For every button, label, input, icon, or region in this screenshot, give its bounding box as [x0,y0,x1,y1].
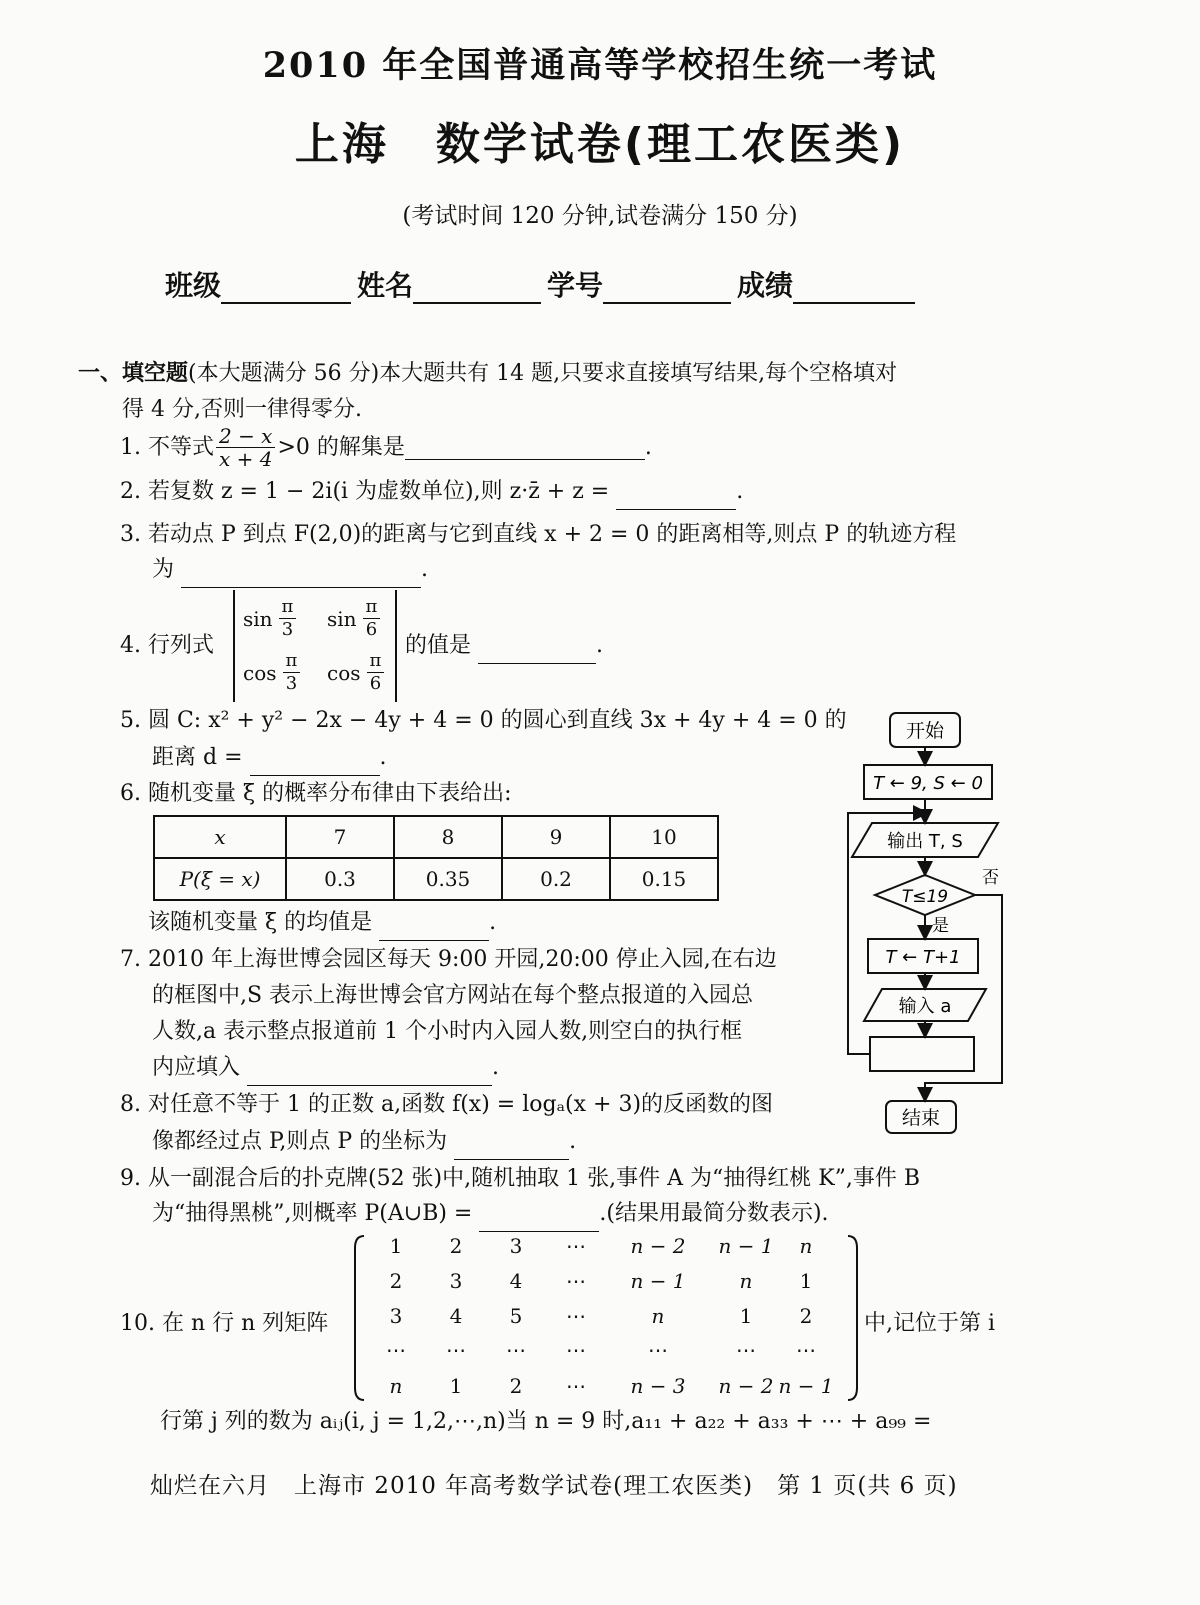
matrix-cell: 5 [509,1304,523,1328]
matrix-grid [366,1234,846,1402]
exam-title: 2010 年全国普通高等学校招生统一考试 [262,45,938,86]
question-1: 1. 不等式 $\frac{2 - x}{x + 4}$ >0 的解集是 . [120,424,652,471]
question-2: 2. 若复数 z = 1 − 2i(i 为虚数单位),则 z·z̄ + z = . [120,474,743,510]
matrix-cell: n − 2 [718,1374,774,1398]
matrix-cell: n − 1 [630,1269,686,1293]
section-1-desc-1: (本大题满分 56 分)本大题共有 14 题,只要求直接填写结果,每个空格填对 [188,361,898,386]
page-footer: 灿烂在六月 上海市 2010 年高考数学试卷(理工农医类) 第 1 页(共 6 页) [150,1473,958,1499]
score-label: 成绩 [737,269,794,302]
flow-blank-box [870,1037,974,1071]
id-blank[interactable] [603,272,731,304]
question-3: 3. 若动点 P 到点 F(2,0)的距离与它到直线 x + 2 = 0 的距离相等,则点 P 的轨迹方程 [120,522,957,547]
matrix-cell: ⋯ [566,1269,586,1293]
section-1-heading: 一、填空题 [78,361,189,386]
section-1-desc-2: 得 4 分,否则一律得零分. [122,397,362,422]
matrix-cell: 3 [389,1304,403,1328]
matrix-cell: n [739,1269,753,1293]
matrix-cell: 2 [509,1374,523,1398]
matrix-cell: 2 [799,1304,813,1328]
exam-info: (考试时间 120 分钟,试卷满分 150 分) [402,203,798,229]
matrix-cell: n [651,1304,665,1328]
matrix-cell: 4 [449,1304,463,1328]
exam-page: 2010 年全国普通高等学校招生统一考试 上海 数学试卷(理工农医类) (考试时间 120 分钟,试卷满分 150 分) 班级 姓名 学号 成绩 一、填空题(本大题满分 56 分)本大题共有 14 题,只要求直接填写结果,每个空格填对 得 4 分,否则一律得零分. 1. 不等式 $\frac{2 - x}{x + 4}$ >0 的解集是 . 2. 若复数 z = 1 − 2i(i 为虚数单位),则 z·z̄ + z = . 3. 若动点 P 到点 F(2,0)的距离与它到直线 x + 2 = 0 的距离相等,则点 P 的轨迹方程 为 . 4. 行列式 sin π 3 sin π 6 cos π 3 cos π 6 的值是 . 5. 圆 C: x² + y² − 2x − 4y + 4 = 0 的圆心到直线 3x + 4y + 4 = 0 的 距离 d = . 6. 随机变量 ξ 的概率分布律由下表给出: x 7 8 9 10 P(ξ = x) 0.3 0.35 0.2 0.15 该随机变量 ξ 的均值是 . 7. 2010 年上海世博会园区每天 9:00 开园,20:00 停止入园,在右边 的框图中,S 表示上海世博会官方网站在每个整点报道的入园总 人数,a 表示整点报道前 1 个小时内入园人数,则空白的执行框 内应填入 . 开始 T ← 9, S ← 0 输出 T, S T≤19 否 是 T ← T+1 输入 a 结束 8. 对任意不等于 1 的正数 a,函数 f(x) = logₐ(x + 3)的反函数的图 像都经过点 P,则点 P 的坐标为 . 9. 从一副混合后的扑克牌(52 张)中,随机抽取 1 张,事件 A 为“抽得红桃 K”,事件 B 为“抽得黑桃”,则概率 P(A∪B) = .(结果用最简分数表示). 10. 在 n 行 n 列矩阵 1 2 3 ⋯ n − 2 n − 1 n 2 3 4 ⋯ n − 1 n 1 3 4 5 ⋯ n 1 2 ⋯ ⋯ ⋯ ⋯ ⋯ ⋯ ⋯ n 1 2 ⋯ n − 3 n − 2 n − 1 中,记位于第 i 行第 j 列的数为 aᵢⱼ(i, j = 1,2,⋯,n)当 n = 9 时,a₁₁ + a₂₂ + a₃₃ + ⋯ + a₉₉ = 灿烂在六月 上海市 2010 年高考数学试卷(理工农医类) 第 1 页(共 6 页) [0,0,1200,1605]
matrix-cell: 1 [389,1234,403,1258]
matrix-cell: n [389,1374,403,1398]
name-label: 姓名 [357,269,414,302]
flow-yes-label: 是 [932,916,949,936]
question-4: 4. 行列式 [120,633,214,658]
flow-output-label: 输出 T, S [887,831,963,852]
class-label: 班级 [165,269,222,302]
exam-subtitle: 上海 数学试卷(理工农医类) [294,119,906,170]
matrix-cell: n [799,1234,813,1258]
q1-text-post: >0 的解集是 [277,434,405,460]
question-5: 5. 圆 C: x² + y² − 2x − 4y + 4 = 0 的圆心到直线 3x + 4y + 4 = 0 的 [120,708,847,733]
q4-answer-blank[interactable] [478,639,596,664]
question-10-post: 中,记位于第 i [864,1311,996,1336]
matrix-cell: n − 1 [718,1234,774,1258]
matrix-cell: ⋯ [736,1338,756,1362]
question-6-cont: 该随机变量 ξ 的均值是 . [148,905,496,941]
matrix-cell: ⋯ [446,1338,466,1362]
table-row: x 7 8 9 10 [154,816,718,858]
question-10-cont: 行第 j 列的数为 aᵢⱼ(i, j = 1,2,⋯,n)当 n = 9 时,a₁₁ + a₂₂ + a₃₃ + ⋯ + a₉₉ = [160,1409,932,1434]
matrix-cell: ⋯ [796,1338,816,1362]
matrix-cell: 1 [449,1374,463,1398]
q4-determinant: sin π 3 sin π 6 cos π 3 cos π 6 [233,590,397,702]
question-4-post: 的值是 . [405,628,603,664]
matrix-cell: 3 [449,1269,463,1293]
matrix-cell: 2 [389,1269,403,1293]
q3-answer-blank[interactable] [181,563,421,588]
q1-fraction: $\frac{2 - x}{x + 4}$ [216,425,275,470]
matrix-cell: ⋯ [648,1338,668,1362]
class-blank[interactable] [221,272,351,304]
question-10: 10. 在 n 行 n 列矩阵 [120,1311,329,1336]
q5-answer-blank[interactable] [250,751,380,776]
q9-answer-blank[interactable] [479,1207,599,1232]
flow-end-label: 结束 [901,1107,941,1129]
q6-answer-blank[interactable] [379,916,489,941]
question-5-cont: 距离 d = . [152,740,387,776]
flowchart [840,705,1040,1165]
probability-table [153,815,719,901]
flow-no-label: 否 [982,868,999,888]
score-blank[interactable] [793,272,915,304]
name-blank[interactable] [413,272,541,304]
q8-answer-blank[interactable] [454,1135,569,1160]
matrix-left-paren [352,1234,366,1402]
student-info-row [165,264,921,304]
id-label: 学号 [547,269,604,302]
q7-answer-blank[interactable] [247,1061,492,1086]
flow-condition-label: T≤19 [901,887,949,907]
flow-increment-label: T ← T+1 [885,947,961,968]
matrix-cell: n − 3 [630,1374,686,1398]
matrix-cell: 1 [799,1269,813,1293]
question-8: 8. 对任意不等于 1 的正数 a,函数 f(x) = logₐ(x + 3)的反函数的图 [120,1092,774,1117]
flow-start-label: 开始 [905,720,945,742]
matrix-cell: ⋯ [566,1234,586,1258]
q1-text: 1. 不等式 [120,434,214,460]
question-3-cont: 为 . [152,552,428,588]
matrix-cell: ⋯ [566,1338,586,1362]
question-7: 7. 2010 年上海世博会园区每天 9:00 开园,20:00 停止入园,在右边 [120,947,777,972]
matrix-cell: 1 [739,1304,753,1328]
matrix-cell: n − 2 [630,1234,686,1258]
flow-init-label: T ← 9, S ← 0 [873,773,983,794]
matrix-cell: ⋯ [566,1374,586,1398]
matrix-cell: ⋯ [386,1338,406,1362]
matrix-cell: ⋯ [506,1338,526,1362]
matrix-cell: 2 [449,1234,463,1258]
matrix-cell: 3 [509,1234,523,1258]
table-row: P(ξ = x) 0.3 0.35 0.2 0.15 [154,858,718,900]
section-1-header [78,356,1058,428]
matrix-cell: ⋯ [566,1304,586,1328]
question-6: 6. 随机变量 ξ 的概率分布律由下表给出: [120,781,512,806]
matrix-cell: 4 [509,1269,523,1293]
question-9: 9. 从一副混合后的扑克牌(52 张)中,随机抽取 1 张,事件 A 为“抽得红桃 K”,事件 B [120,1166,921,1191]
q2-answer-blank[interactable] [616,485,736,510]
matrix-right-paren [846,1234,860,1402]
q1-answer-blank[interactable] [405,435,645,460]
matrix-cell: n − 1 [778,1374,834,1398]
flow-input-label: 输入 a [898,996,952,1017]
